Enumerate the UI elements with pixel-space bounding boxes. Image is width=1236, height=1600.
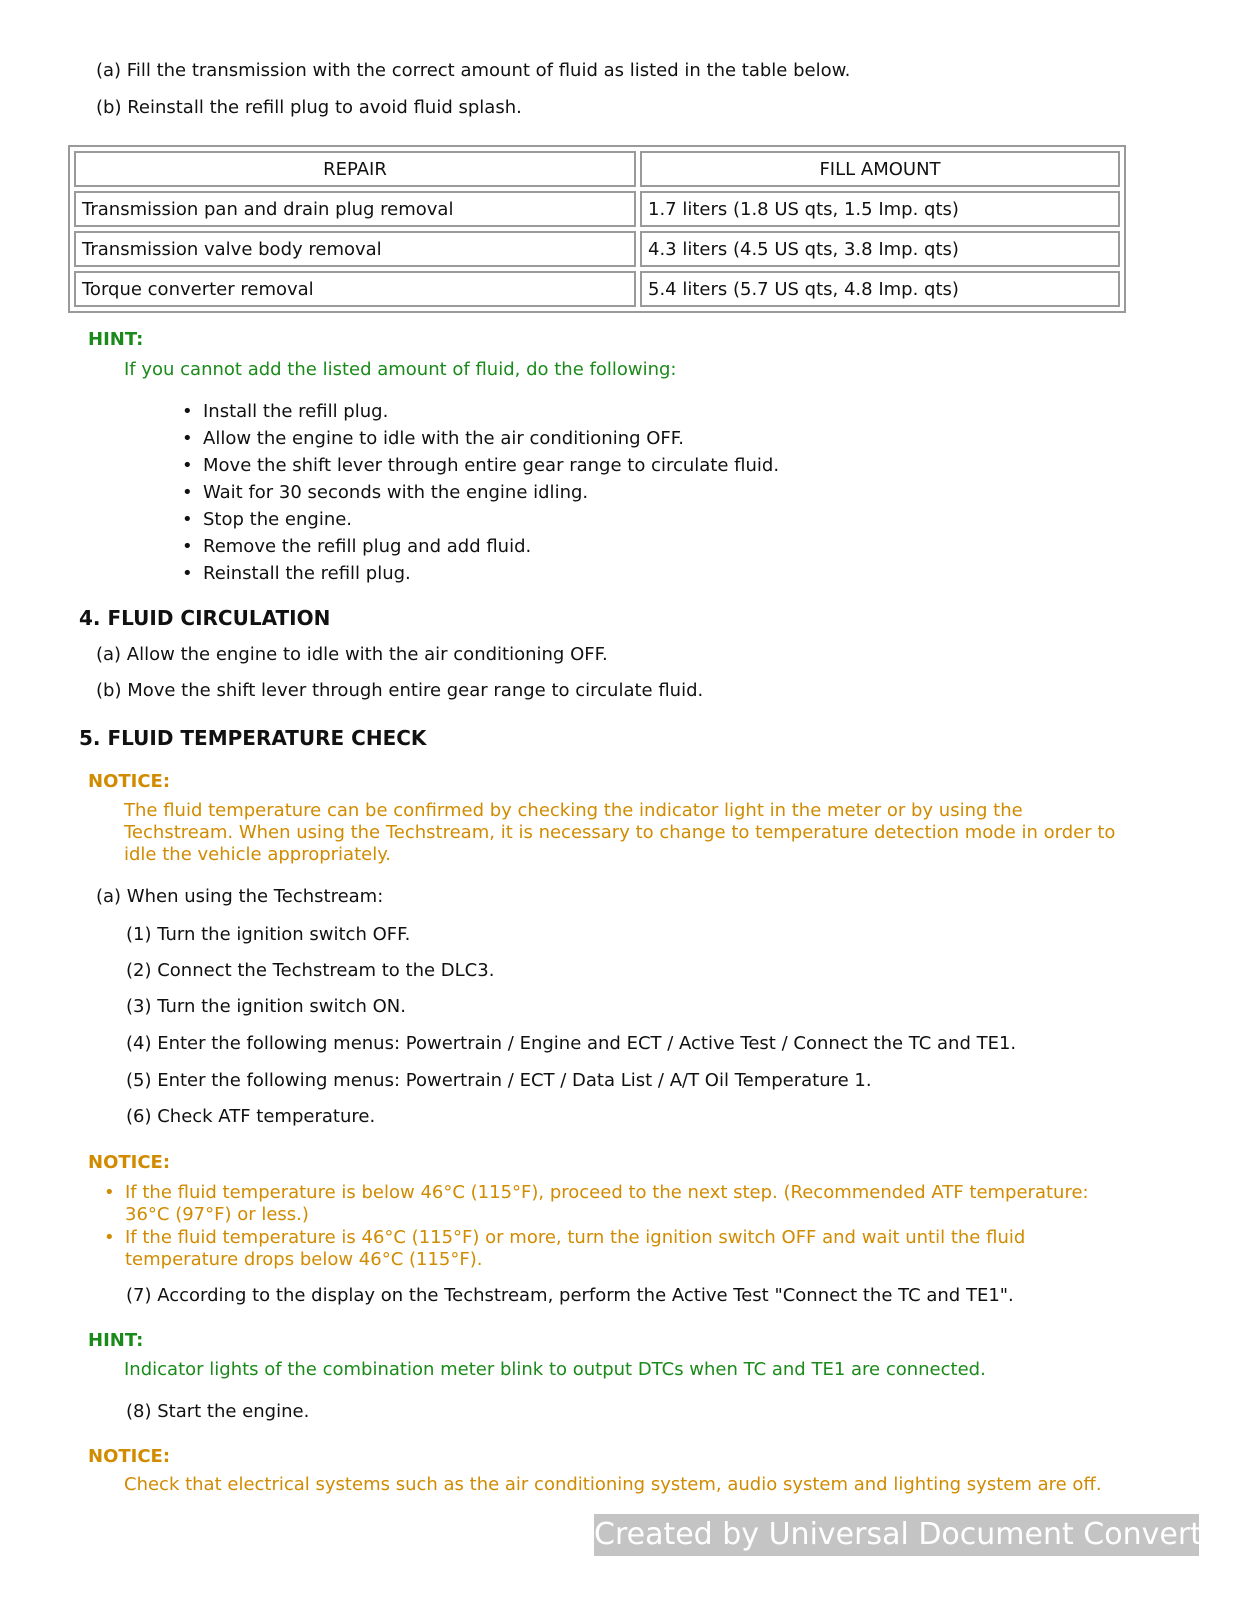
notice-label: NOTICE: bbox=[88, 771, 171, 792]
fill-amount-cell: 4.3 liters (4.5 US qts, 3.8 Imp. qts) bbox=[640, 231, 1120, 267]
hint-text: If you cannot add the listed amount of fluid, do the following: bbox=[124, 359, 677, 380]
hint-bullet-list bbox=[182, 398, 779, 587]
techstream-step-2: (2) Connect the Techstream to the DLC3. bbox=[126, 960, 495, 981]
techstream-step-4: (4) Enter the following menus: Powertrain / Engine and ECT / Active Test / Connect the TC and TE1. bbox=[126, 1033, 1017, 1054]
list-item: • Install the refill plug. bbox=[182, 398, 779, 425]
repair-cell: Transmission valve body removal bbox=[74, 231, 636, 267]
list-item: • If the fluid temperature is 46°C (115°F) or more, turn the ignition switch OFF and wait until the fluid temperature drops below 46°C (115°F). bbox=[100, 1227, 1110, 1271]
notice-label: NOTICE: bbox=[88, 1152, 171, 1173]
table-row bbox=[74, 271, 1120, 307]
techstream-step-7: (7) According to the display on the Techstream, perform the Active Test "Connect the TC and TE1". bbox=[126, 1285, 1014, 1306]
list-item: • Wait for 30 seconds with the engine idling. bbox=[182, 479, 779, 506]
notice-text: The fluid temperature can be confirmed by checking the indicator light in the meter or by using the Techstream. When using the Techstream, it is necessary to change to temperature detection mode in order to idle the vehicle appropriately. bbox=[124, 800, 1116, 865]
fill-amount-cell: 1.7 liters (1.8 US qts, 1.5 Imp. qts) bbox=[640, 191, 1120, 227]
repair-cell: Transmission pan and drain plug removal bbox=[74, 191, 636, 227]
hint-label: HINT: bbox=[88, 329, 144, 350]
techstream-step-a: (a) When using the Techstream: bbox=[96, 886, 384, 907]
table-row bbox=[74, 231, 1120, 267]
list-item: • Stop the engine. bbox=[182, 506, 779, 533]
table-row bbox=[74, 191, 1120, 227]
step-b-reinstall: (b) Reinstall the refill plug to avoid fluid splash. bbox=[96, 97, 522, 118]
repair-cell: Torque converter removal bbox=[74, 271, 636, 307]
header-repair: REPAIR bbox=[74, 151, 636, 187]
hint-label: HINT: bbox=[88, 1330, 144, 1351]
notice-label: NOTICE: bbox=[88, 1446, 171, 1467]
list-item: • Allow the engine to idle with the air conditioning OFF. bbox=[182, 425, 779, 452]
techstream-step-8: (8) Start the engine. bbox=[126, 1401, 310, 1422]
notice-bullet-list bbox=[100, 1182, 1110, 1272]
fill-amount-cell: 5.4 liters (5.7 US qts, 4.8 Imp. qts) bbox=[640, 271, 1120, 307]
table-header-row bbox=[74, 151, 1120, 187]
techstream-step-3: (3) Turn the ignition switch ON. bbox=[126, 996, 406, 1017]
section-title-fluid-temperature-check: 5. FLUID TEMPERATURE CHECK bbox=[79, 726, 427, 750]
section-title-fluid-circulation: 4. FLUID CIRCULATION bbox=[79, 606, 331, 630]
circulation-step-b: (b) Move the shift lever through entire gear range to circulate fluid. bbox=[96, 680, 704, 701]
circulation-step-a: (a) Allow the engine to idle with the air conditioning OFF. bbox=[96, 644, 608, 665]
techstream-step-1: (1) Turn the ignition switch OFF. bbox=[126, 924, 411, 945]
techstream-step-5: (5) Enter the following menus: Powertrain / ECT / Data List / A/T Oil Temperature 1. bbox=[126, 1070, 872, 1091]
notice-text: Check that electrical systems such as the air conditioning system, audio system and lighting system are off. bbox=[124, 1474, 1102, 1495]
fill-amount-table bbox=[68, 145, 1126, 313]
step-a-fill: (a) Fill the transmission with the correct amount of fluid as listed in the table below. bbox=[96, 60, 851, 81]
list-item: • If the fluid temperature is below 46°C (115°F), proceed to the next step. (Recommended ATF temperature: 36°C (97°F) or less.) bbox=[100, 1182, 1110, 1226]
list-item: • Remove the refill plug and add fluid. bbox=[182, 533, 779, 560]
watermark-banner: Created by Universal Document Converter bbox=[594, 1514, 1199, 1556]
header-fill-amount: FILL AMOUNT bbox=[640, 151, 1120, 187]
techstream-step-6: (6) Check ATF temperature. bbox=[126, 1106, 376, 1127]
list-item: • Reinstall the refill plug. bbox=[182, 560, 779, 587]
list-item: • Move the shift lever through entire gear range to circulate fluid. bbox=[182, 452, 779, 479]
hint-text: Indicator lights of the combination meter blink to output DTCs when TC and TE1 are connected. bbox=[124, 1359, 986, 1380]
